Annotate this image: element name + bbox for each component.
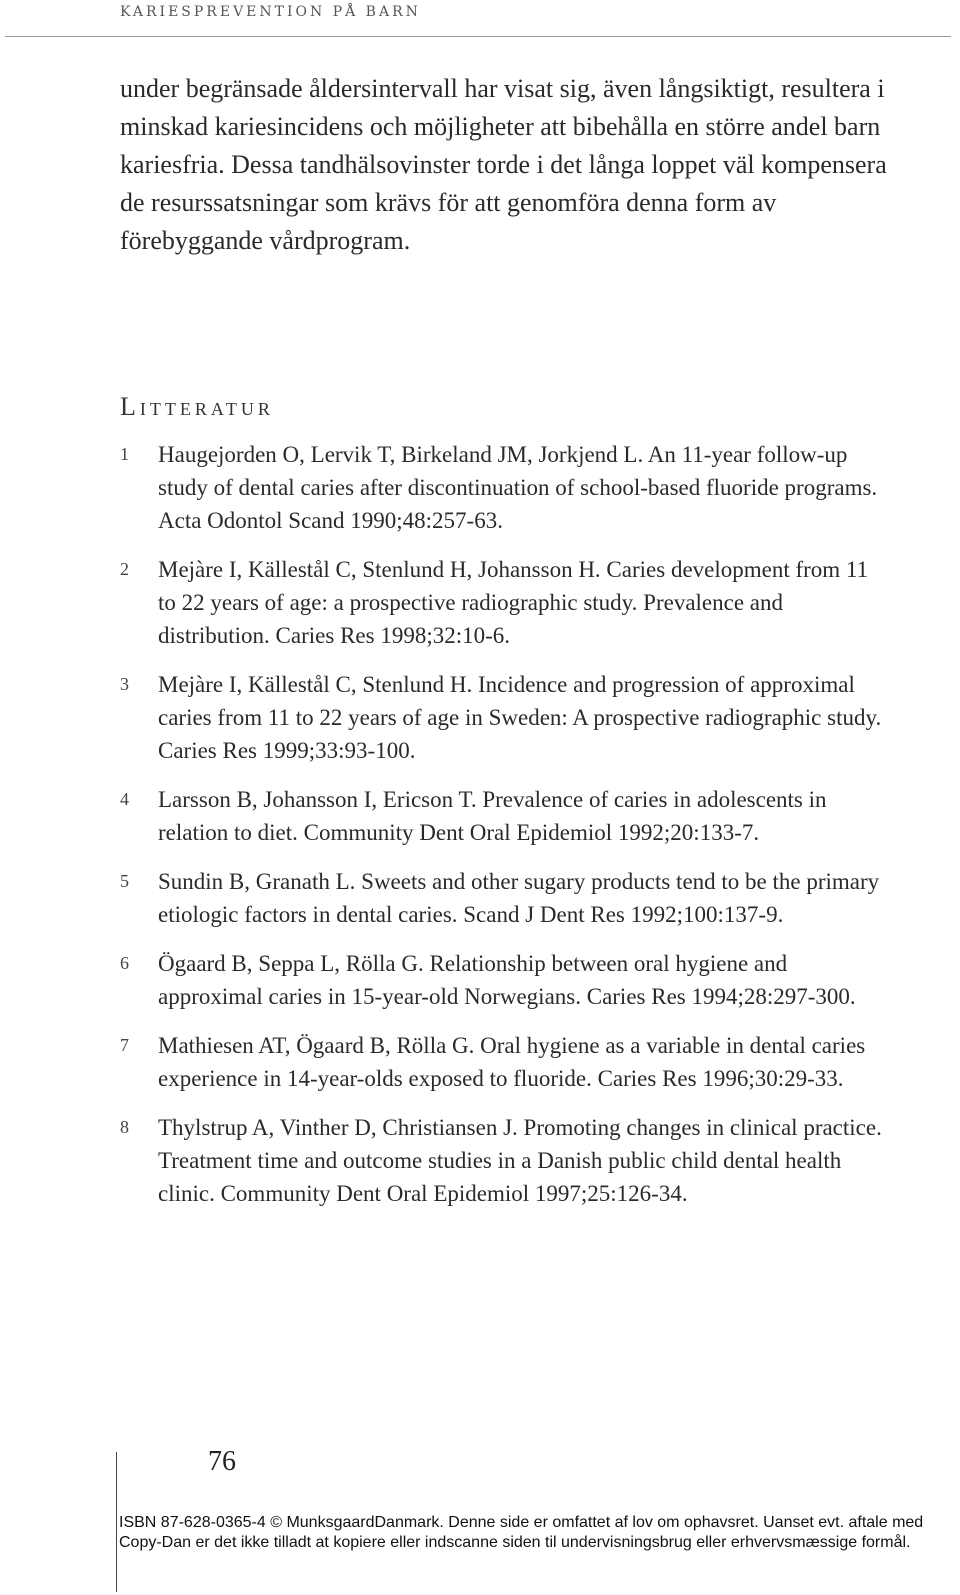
reference-item bbox=[120, 865, 890, 931]
reference-text: Haugejorden O, Lervik T, Birkeland JM, Jorkjend L. An 11-year follow-up study of dental caries after discontinuation of school-based fluoride programs. Acta Odontol Scand 1990;48:257-63. bbox=[158, 442, 878, 533]
reference-item bbox=[120, 438, 890, 537]
reference-list bbox=[120, 438, 890, 1226]
reference-item bbox=[120, 553, 890, 652]
footer-line: Copy-Dan er det ikke tilladt at kopiere eller indscanne siden til undervisningsbrug eller erhvervsmæssige formål. bbox=[119, 1534, 911, 1551]
reference-number: 3 bbox=[120, 674, 129, 694]
reference-item bbox=[120, 668, 890, 767]
reference-text: Thylstrup A, Vinther D, Christiansen J. Promoting changes in clinical practice. Treatment time and outcome studies in a Danish public child dental health clinic. Community Dent Oral Epidemiol 1997;25:126-34. bbox=[158, 1115, 882, 1206]
reference-text: Mathiesen AT, Ögaard B, Rölla G. Oral hygiene as a variable in dental caries experience in 14-year-olds exposed to fluoride. Caries Res 1996;30:29-33. bbox=[158, 1033, 866, 1091]
reference-text: Sundin B, Granath L. Sweets and other sugary products tend to be the primary etiologic factors in dental caries. Scand J Dent Res 1992;100:137-9. bbox=[158, 869, 880, 927]
reference-number: 7 bbox=[120, 1035, 129, 1055]
reference-item bbox=[120, 947, 890, 1013]
reference-text: Mejàre I, Källestål C, Stenlund H, Johansson H. Caries development from 11 to 22 years of age: a prospective radiographic study. Prevalence and distribution. Caries Res 1998;32:10-6. bbox=[158, 557, 869, 648]
reference-text: Mejàre I, Källestål C, Stenlund H. Incidence and progression of approximal caries from 11 to 22 years of age in Sweden: A prospective radiographic study. Caries Res 1999;33:93-100. bbox=[158, 672, 882, 763]
running-head: KARIESPREVENTION PÅ BARN bbox=[120, 4, 421, 20]
footer-line: ISBN 87-628-0365-4 © MunksgaardDanmark. Denne side er omfattet af lov om ophavsret. Uanset evt. aftale med bbox=[119, 1514, 924, 1531]
margin-rule bbox=[116, 1452, 117, 1592]
copyright-footer bbox=[119, 1513, 949, 1553]
section-title: Litteratur bbox=[120, 392, 274, 421]
reference-number: 6 bbox=[120, 953, 129, 973]
reference-item bbox=[120, 783, 890, 849]
reference-item bbox=[120, 1029, 890, 1095]
reference-number: 5 bbox=[120, 871, 129, 891]
intro-paragraph: under begränsade åldersintervall har visat sig, även långsiktigt, resultera i minskad kariesincidens och möjligheter att bibehålla en större andel barn kariesfria. Dessa tandhälsovinster torde i det långa loppet väl kompensera de resurssatsningar som krävs för att genomföra denna form av förebyggande vårdprogram. bbox=[120, 74, 887, 255]
reference-text: Larsson B, Johansson I, Ericson T. Prevalence of caries in adolescents in relation to diet. Community Dent Oral Epidemiol 1992;20:133-7. bbox=[158, 787, 827, 845]
reference-item bbox=[120, 1111, 890, 1210]
page-number: 76 bbox=[208, 1446, 236, 1477]
reference-number: 2 bbox=[120, 559, 129, 579]
reference-number: 4 bbox=[120, 789, 129, 809]
header-rule bbox=[5, 36, 951, 37]
reference-text: Ögaard B, Seppa L, Rölla G. Relationship between oral hygiene and approximal caries in 15-year-old Norwegians. Caries Res 1994;28:297-300. bbox=[158, 951, 856, 1009]
reference-number: 8 bbox=[120, 1117, 129, 1137]
reference-number: 1 bbox=[120, 444, 129, 464]
